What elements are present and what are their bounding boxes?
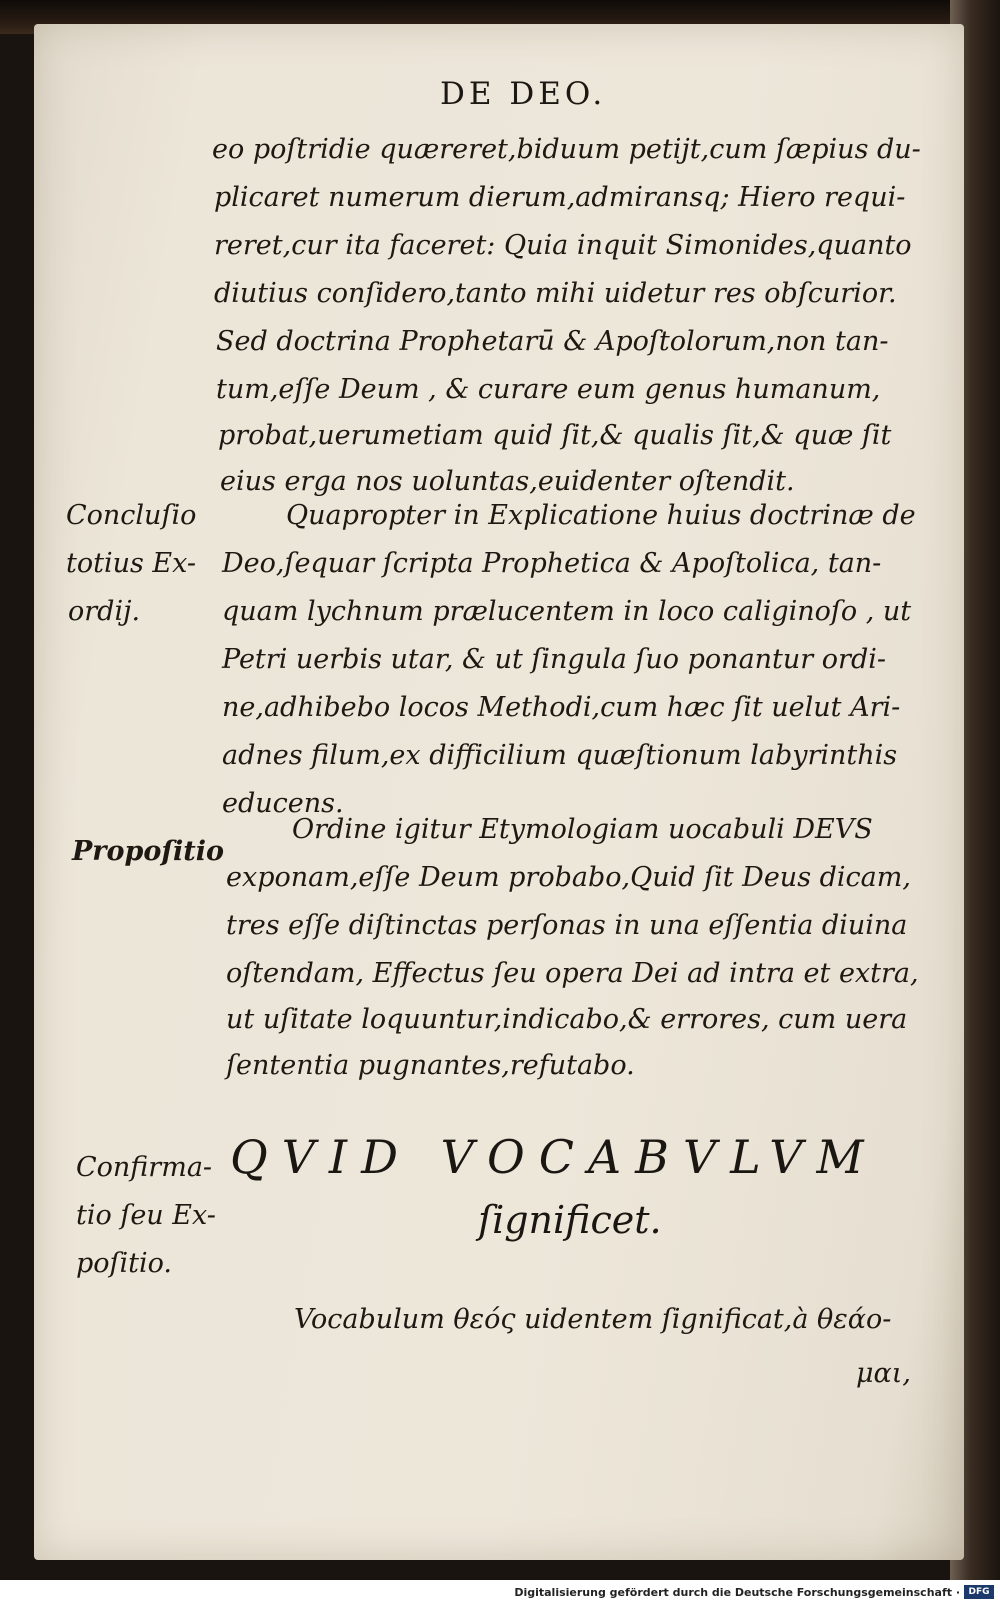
text-line: probat,uerumetiam quid ſit,& qualis ſit,& quæ ſit: [218, 420, 892, 451]
margin-note-confirmatio-line: poſitio.: [76, 1248, 173, 1279]
text-line: Petri uerbis utar, & ut ſingula ſuo ponantur ordi-: [222, 644, 886, 675]
dfg-logo: DFG: [964, 1585, 994, 1599]
text-line: educens.: [222, 788, 344, 819]
section-heading-subtitle: ſignificet.: [478, 1198, 662, 1242]
margin-note-confirmatio-line: tio ſeu Ex-: [76, 1200, 216, 1231]
text-line: tum,eſſe Deum , & curare eum genus humanum,: [216, 374, 881, 405]
margin-note-conclusio-line: Concluſio: [66, 500, 197, 531]
text-line: eo poſtridie quæreret,biduum petijt,cum ſæpius du-: [212, 134, 921, 165]
text-line: Quapropter in Explicatione huius doctrinæ de: [286, 500, 916, 531]
text-line: plicaret numerum dierum,admiransq; Hiero requi-: [214, 182, 906, 213]
margin-note-propositio: Propoſitio: [72, 836, 225, 867]
text-line: quam lychnum prælucentem in loco caliginoſo , ut: [222, 596, 912, 627]
text-line: μαι,: [856, 1358, 911, 1389]
text-line: Ordine igitur Etymologiam uocabuli DEVS: [292, 814, 873, 845]
margin-note-conclusio-line: ordij.: [68, 596, 141, 627]
text-line: Deo,ſequar ſcripta Prophetica & Apoſtolica, tan-: [222, 548, 882, 579]
footer-credit: Digitalisierung gefördert durch die Deutsche Forschungsgemeinschaft ·: [514, 1586, 960, 1599]
text-line: ne,adhibebo locos Methodi,cum hæc ſit uelut Ari-: [222, 692, 901, 723]
page-header: DE DEO.: [440, 76, 607, 112]
text-line: reret,cur ita faceret: Quia inquit Simonides,quanto: [214, 230, 912, 261]
text-line: ſententia pugnantes,refutabo.: [226, 1050, 635, 1081]
margin-note-conclusio-line: totius Ex-: [66, 548, 197, 579]
text-line: eius erga nos uoluntas,euidenter oſtendit.: [220, 466, 795, 497]
text-line: diutius conſidero,tanto mihi uidetur res obſcurior.: [214, 278, 897, 309]
text-line: Vocabulum θεός uidentem ſignificat,à θεάο-: [294, 1304, 892, 1335]
text-line: tres eſſe diſtinctas perſonas in una eſſentia diuina: [226, 910, 908, 941]
margin-note-confirmatio-line: Confirma-: [76, 1152, 213, 1183]
text-line: adnes filum,ex difficilium quæſtionum labyrinthis: [222, 740, 898, 771]
text-line: oſtendam, Effectus ſeu opera Dei ad intra et extra,: [226, 958, 919, 989]
text-line: exponam,eſſe Deum probabo,Quid ſit Deus dicam,: [226, 862, 911, 893]
text-line: ut uſitate loquuntur,indicabo,& errores, cum uera: [226, 1004, 908, 1035]
section-heading: QVID VOCABVLVM: [230, 1130, 878, 1184]
text-line: Sed doctrina Prophetarū & Apoſtolorum,non tan-: [216, 326, 889, 357]
